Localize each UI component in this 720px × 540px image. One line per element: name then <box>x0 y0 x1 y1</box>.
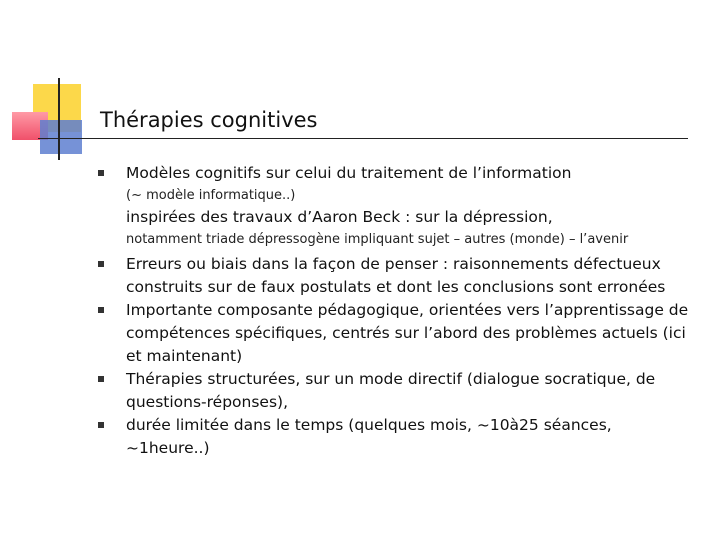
bullet-list <box>96 162 700 460</box>
decor-vertical-line <box>58 78 60 160</box>
slide-title: Thérapies cognitives <box>100 108 318 132</box>
item-text: Thérapies structurées, sur un mode directif (dialogue socratique, de <box>126 370 656 388</box>
item-text: durée limitée dans le temps (quelques mois, ~10à25 séances, <box>126 416 612 434</box>
square-bullet-icon <box>98 376 104 382</box>
list-item-duration <box>96 414 700 460</box>
decor-blue-square <box>40 120 82 154</box>
square-bullet-icon <box>98 261 104 267</box>
item-text: construits sur de faux postulats et dont les conclusions sont erronées <box>126 278 666 296</box>
square-bullet-icon <box>98 307 104 313</box>
item-text: Erreurs ou biais dans la façon de penser : raisonnements défectueux <box>126 255 661 273</box>
item-text: questions-réponses), <box>126 393 289 411</box>
item-text: inspirées des travaux d’Aaron Beck : sur la dépression, <box>126 208 553 226</box>
square-bullet-icon <box>98 422 104 428</box>
item-text: compétences spécifiques, centrés sur l’abord des problèmes actuels (ici <box>126 324 686 342</box>
list-item-pedagogy <box>96 299 700 368</box>
square-bullet-icon <box>98 170 104 176</box>
item-text: Importante composante pédagogique, orientées vers l’apprentissage de <box>126 301 689 319</box>
item-continuation <box>96 206 700 229</box>
item-subnote: (~ modèle informatique..) <box>126 188 296 203</box>
item-text: ~1heure..) <box>126 439 210 457</box>
item-subnote: notamment triade dépressogène impliquant sujet – autres (monde) – l’avenir <box>126 232 629 247</box>
list-item-models <box>96 162 700 185</box>
list-item-structured <box>96 368 700 414</box>
list-item-errors <box>96 253 700 299</box>
title-underline <box>38 138 688 139</box>
item-text: Modèles cognitifs sur celui du traitement de l’information <box>126 164 572 182</box>
item-text: et maintenant) <box>126 347 243 365</box>
